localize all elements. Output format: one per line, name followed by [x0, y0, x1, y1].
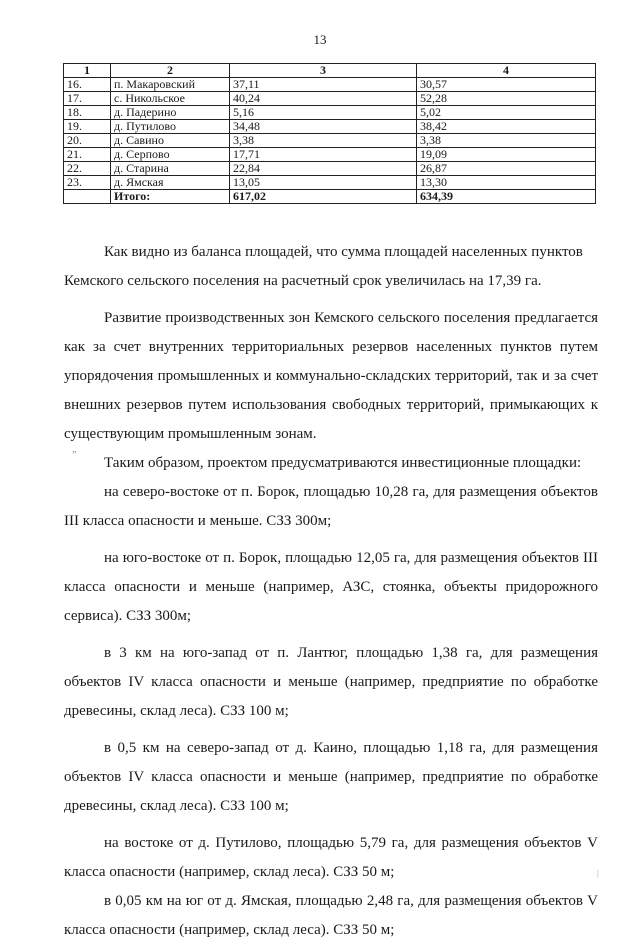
table-cell: 17,71	[230, 148, 417, 162]
column-header: 1	[64, 64, 111, 78]
table-cell: д. Ямская	[111, 176, 230, 190]
table-cell: 18.	[64, 106, 111, 120]
table-cell: с. Никольское	[111, 92, 230, 106]
list-item-site-3: в 3 км на юго-запад от п. Лантюг, площадью 1,38 га, для размещения объектов IV класса опасности и меньше (например, предприятие по обработке древесины, склад леса). СЗЗ 100 м;	[64, 645, 598, 719]
table-cell: 34,48	[230, 120, 417, 134]
table-cell	[64, 190, 111, 204]
table-cell: 26,87	[417, 162, 596, 176]
table-cell: 5,02	[417, 106, 596, 120]
paragraph-production-zones: Развитие производственных зон Кемского сельского поселения предлагается как за счет внутренних территориальных резервов населенных пунктов путем упорядочения промышленных и коммунально-складских территорий, так и за счет внешних резервов путем использования свободных территорий, примыкающих к существующим промышленным зонам.	[64, 310, 598, 442]
scan-mark: |	[597, 868, 599, 878]
table-cell: 30,57	[417, 78, 596, 92]
table-body	[64, 78, 596, 204]
table-total-row	[64, 190, 596, 204]
table-row	[64, 176, 596, 190]
table-cell: 17.	[64, 92, 111, 106]
table-cell: д. Падерино	[111, 106, 230, 120]
scan-mark: „	[72, 444, 77, 455]
table-header-row	[64, 64, 596, 78]
document-body	[64, 238, 598, 945]
table-cell: 3,38	[230, 134, 417, 148]
page-number: 13	[313, 32, 327, 47]
table-cell: д. Савино	[111, 134, 230, 148]
table-cell: 21.	[64, 148, 111, 162]
area-balance-table	[63, 63, 596, 204]
table-cell: 617,02	[230, 190, 417, 204]
table-cell: 22.	[64, 162, 111, 176]
column-header: 3	[230, 64, 417, 78]
paragraph-balance-summary: Как видно из баланса площадей, что сумма площадей населенных пунктов Кемского сельского поселения на расчетный срок увеличилась на 17,39 га.	[64, 244, 583, 289]
table-row	[64, 92, 596, 106]
table-cell: 16.	[64, 78, 111, 92]
table-cell: 19,09	[417, 148, 596, 162]
list-item-site-4: в 0,5 км на северо-запад от д. Каино, площадью 1,18 га, для размещения объектов IV класса опасности и меньше (например, предприятие по обработке древесины, склад леса). СЗЗ 100 м;	[64, 740, 598, 814]
table-cell: 23.	[64, 176, 111, 190]
table-row	[64, 120, 596, 134]
table-cell: д. Серпово	[111, 148, 230, 162]
table-cell: д. Старина	[111, 162, 230, 176]
table-row	[64, 106, 596, 120]
table-cell: 13,30	[417, 176, 596, 190]
list-item-site-6: в 0,05 км на юг от д. Ямская, площадью 2,48 га, для размещения объектов V класса опасности (например, склад леса). СЗЗ 50 м;	[64, 893, 598, 938]
table-row	[64, 162, 596, 176]
table-cell: 22,84	[230, 162, 417, 176]
table-row	[64, 148, 596, 162]
table-cell: Итого:	[111, 190, 230, 204]
table-cell: 13,05	[230, 176, 417, 190]
paragraph-investment-intro: Таким образом, проектом предусматриваются инвестиционные площадки:	[104, 455, 582, 471]
table-cell: 634,39	[417, 190, 596, 204]
list-item-site-1: на северо-востоке от п. Борок, площадью 10,28 га, для размещения объектов III класса опасности и меньше. СЗЗ 300м;	[64, 484, 598, 529]
table-cell: 52,28	[417, 92, 596, 106]
table-cell: 20.	[64, 134, 111, 148]
table-row	[64, 78, 596, 92]
list-item-site-2: на юго-востоке от п. Борок, площадью 12,05 га, для размещения объектов III класса опасности и меньше (например, АЗС, стоянка, объекты придорожного сервиса). СЗЗ 300м;	[64, 550, 598, 624]
table-row	[64, 134, 596, 148]
column-header: 2	[111, 64, 230, 78]
table-cell: п. Макаровский	[111, 78, 230, 92]
table-cell: 37,11	[230, 78, 417, 92]
column-header: 4	[417, 64, 596, 78]
list-item-site-5: на востоке от д. Путилово, площадью 5,79 га, для размещения объектов V класса опасности (например, склад леса). СЗЗ 50 м;	[64, 835, 598, 880]
table-cell: 19.	[64, 120, 111, 134]
table-cell: д. Путилово	[111, 120, 230, 134]
table-cell: 3,38	[417, 134, 596, 148]
table-cell: 40,24	[230, 92, 417, 106]
table-cell: 38,42	[417, 120, 596, 134]
table-cell: 5,16	[230, 106, 417, 120]
